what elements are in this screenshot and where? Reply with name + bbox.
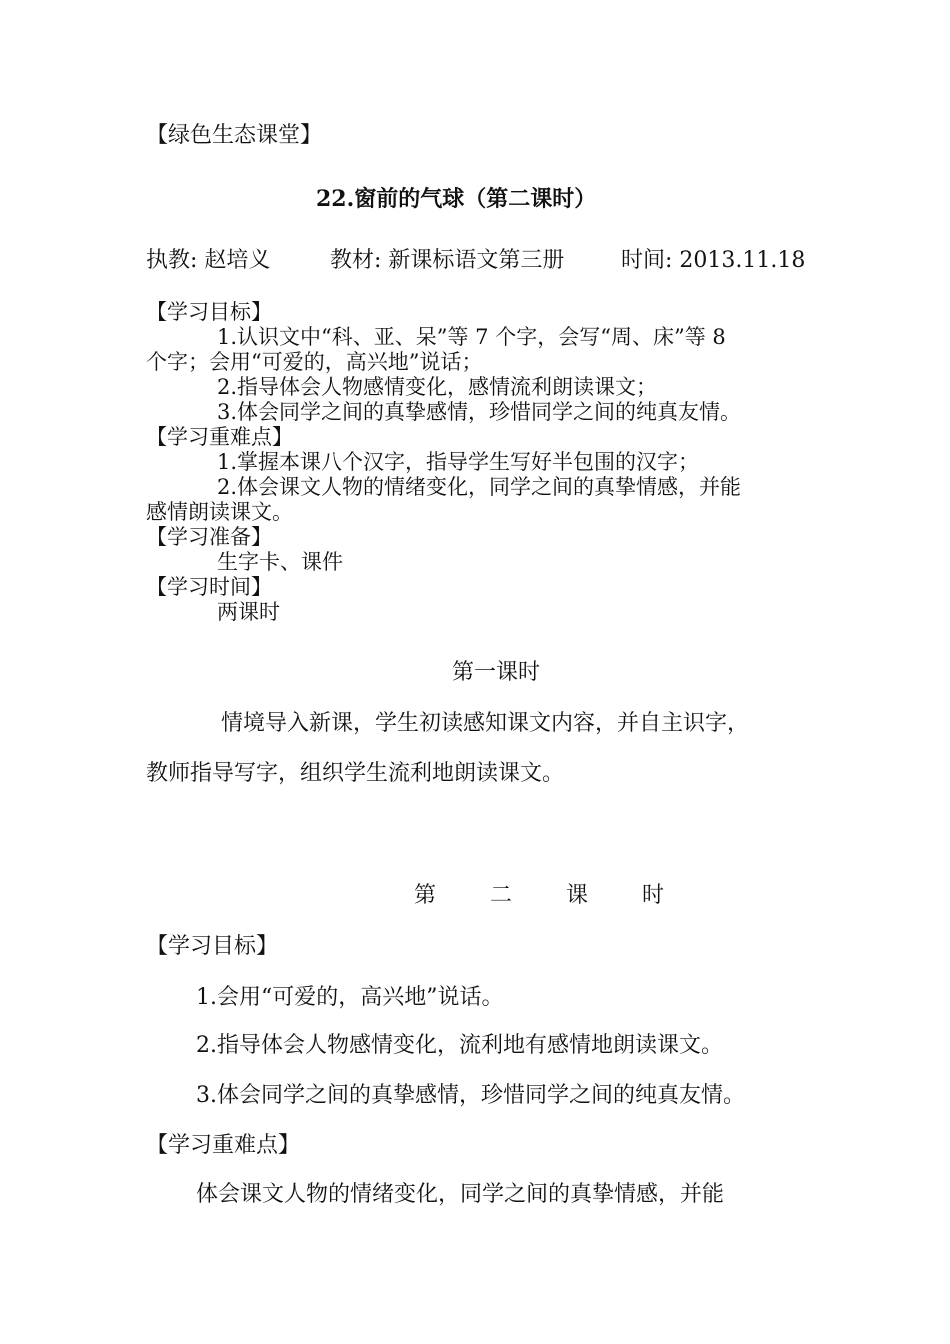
key-point-item: 1.掌握本课八个汉字，指导学生写好半包围的汉字； bbox=[217, 450, 700, 474]
header-tag: 【绿色生态课堂】 bbox=[146, 123, 323, 148]
lesson-two-key-text: 体会课文人物的情绪变化，同学之间的真挚情感，并能 bbox=[196, 1182, 725, 1207]
lesson-two-heading: 第 二 课 时 bbox=[414, 883, 664, 908]
lesson-one-paragraph-continued: 教师指导写字，组织学生流利地朗读课文。 bbox=[146, 761, 565, 786]
preparation-heading: 【学习准备】 bbox=[146, 525, 272, 549]
lesson-two-goal-item: 1.会用“可爱的，高兴地”说话。 bbox=[196, 985, 504, 1010]
key-point-item: 2.体会课文人物的情绪变化，同学之间的真挚情感，并能 bbox=[217, 475, 742, 499]
duration-text: 两课时 bbox=[217, 600, 280, 624]
key-point-item-continued: 感情朗读课文。 bbox=[146, 500, 293, 524]
preparation-text: 生字卡、课件 bbox=[217, 550, 343, 574]
key-points-heading: 【学习重难点】 bbox=[146, 425, 293, 449]
textbook-info: 教材: 新课标语文第三册 bbox=[330, 248, 565, 273]
lesson-two-goal-item: 3.体会同学之间的真挚感情，珍惜同学之间的纯真友情。 bbox=[196, 1083, 745, 1108]
goal-item: 2.指导体会人物感情变化，感情流利朗读课文； bbox=[217, 375, 658, 399]
goals-heading: 【学习目标】 bbox=[146, 300, 272, 324]
lesson-one-paragraph: 情境导入新课，学生初读感知课文内容，并自主识字， bbox=[221, 711, 750, 736]
duration-heading: 【学习时间】 bbox=[146, 575, 272, 599]
date-info: 时间: 2013.11.18 bbox=[621, 248, 806, 273]
goal-item: 1.认识文中“科、亚、呆”等 7 个字，会写“周、床”等 8 bbox=[217, 325, 726, 349]
lesson-one-heading: 第一课时 bbox=[452, 660, 541, 685]
lesson-two-goal-item: 2.指导体会人物感情变化，流利地有感情地朗读课文。 bbox=[196, 1033, 723, 1058]
document-title: 22.窗前的气球（第二课时） bbox=[316, 186, 597, 212]
lesson-two-goals-heading: 【学习目标】 bbox=[146, 934, 279, 959]
teacher-info: 执教: 赵培义 bbox=[146, 248, 271, 273]
lesson-two-key-heading: 【学习重难点】 bbox=[146, 1133, 301, 1158]
goal-item: 3.体会同学之间的真挚感情，珍惜同学之间的纯真友情。 bbox=[217, 400, 742, 424]
goal-item-continued: 个字；会用“可爱的，高兴地”说话； bbox=[146, 350, 483, 374]
